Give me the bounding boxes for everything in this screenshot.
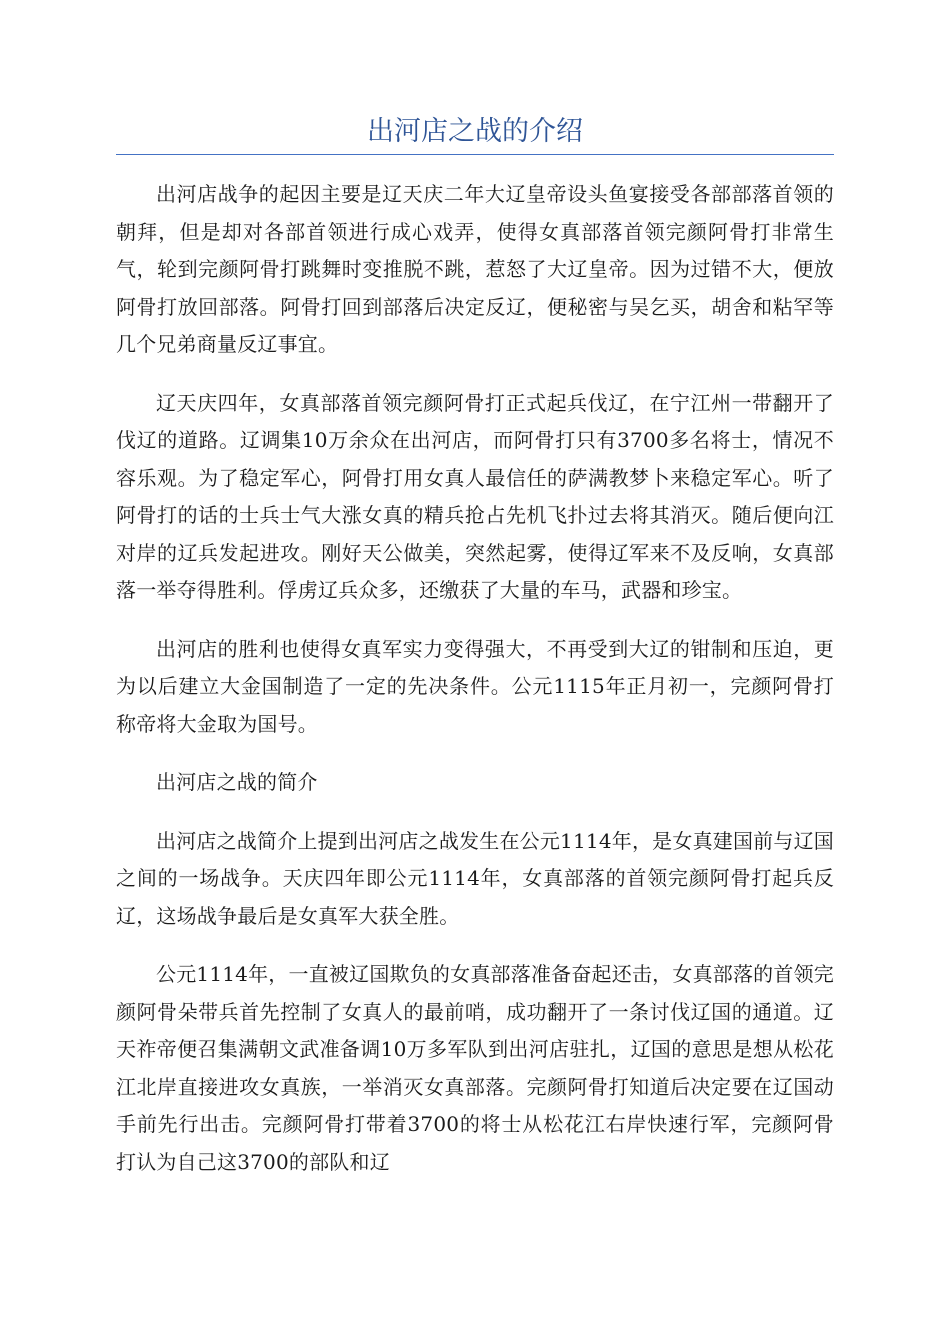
section-heading: 出河店之战的简介 (156, 770, 318, 794)
paragraph-detail: 公元1114年，一直被辽国欺负的女真部落准备奋起还击，女真部落的首领完颜阿骨朵带兵首先控制了女真人的最前哨，成功翻开了一条讨伐辽国的通道。辽天祚帝便召集满朝文武准备调10万多军队到出河店驻扎，辽国的意思是想从松花江北岸直接进攻女真族，一举消灭女真部落。完颜阿骨打知道后决定要在辽国动手前先行出击。完颜阿骨打带着3700的将士从松花江右岸快速行军，完颜阿骨打认为自己这3700的部队和辽 (116, 962, 834, 1174)
paragraph-aftermath: 出河店的胜利也使得女真军实力变得强大，不再受到大辽的钳制和压迫，更为以后建立大金国制造了一定的先决条件。公元1115年正月初一，完颜阿骨打称帝将大金取为国号。 (116, 636, 834, 736)
document-title: 出河店之战的介绍 (367, 116, 583, 147)
title-underline (116, 154, 834, 155)
paragraph-campaign: 辽天庆四年，女真部落首领完颜阿骨打正式起兵伐辽，在宁江州一带翻开了伐辽的道路。辽调集10万余众在出河店，而阿骨打只有3700多名将士，情况不容乐观。为了稳定军心，阿骨打用女真人最信任的萨满教梦卜来稳定军心。听了阿骨打的话的士兵士气大涨女真的精兵抢占先机飞扑过去将其消灭。随后便向江对岸的辽兵发起进攻。刚好天公做美，突然起雾，使得辽军来不及反响，女真部落一举夺得胜利。俘虏辽兵众多，还缴获了大量的车马，武器和珍宝。 (116, 390, 834, 602)
paragraph-summary: 出河店之战简介上提到出河店之战发生在公元1114年，是女真建国前与辽国之间的一场战争。天庆四年即公元1114年，女真部落的首领完颜阿骨打起兵反辽，这场战争最后是女真军大获全胜。 (116, 828, 834, 928)
document-body (116, 176, 834, 1202)
paragraph-origin: 出河店战争的起因主要是辽天庆二年大辽皇帝设头鱼宴接受各部部落首领的朝拜，但是却对各部首领进行成心戏弄，使得女真部落首领完颜阿骨打非常生气，轮到完颜阿骨打跳舞时变推脱不跳，惹怒了大辽皇帝。因为过错不大，便放阿骨打放回部落。阿骨打回到部落后决定反辽，便秘密与吴乞买，胡舍和粘罕等几个兄弟商量反辽事宜。 (116, 182, 834, 356)
